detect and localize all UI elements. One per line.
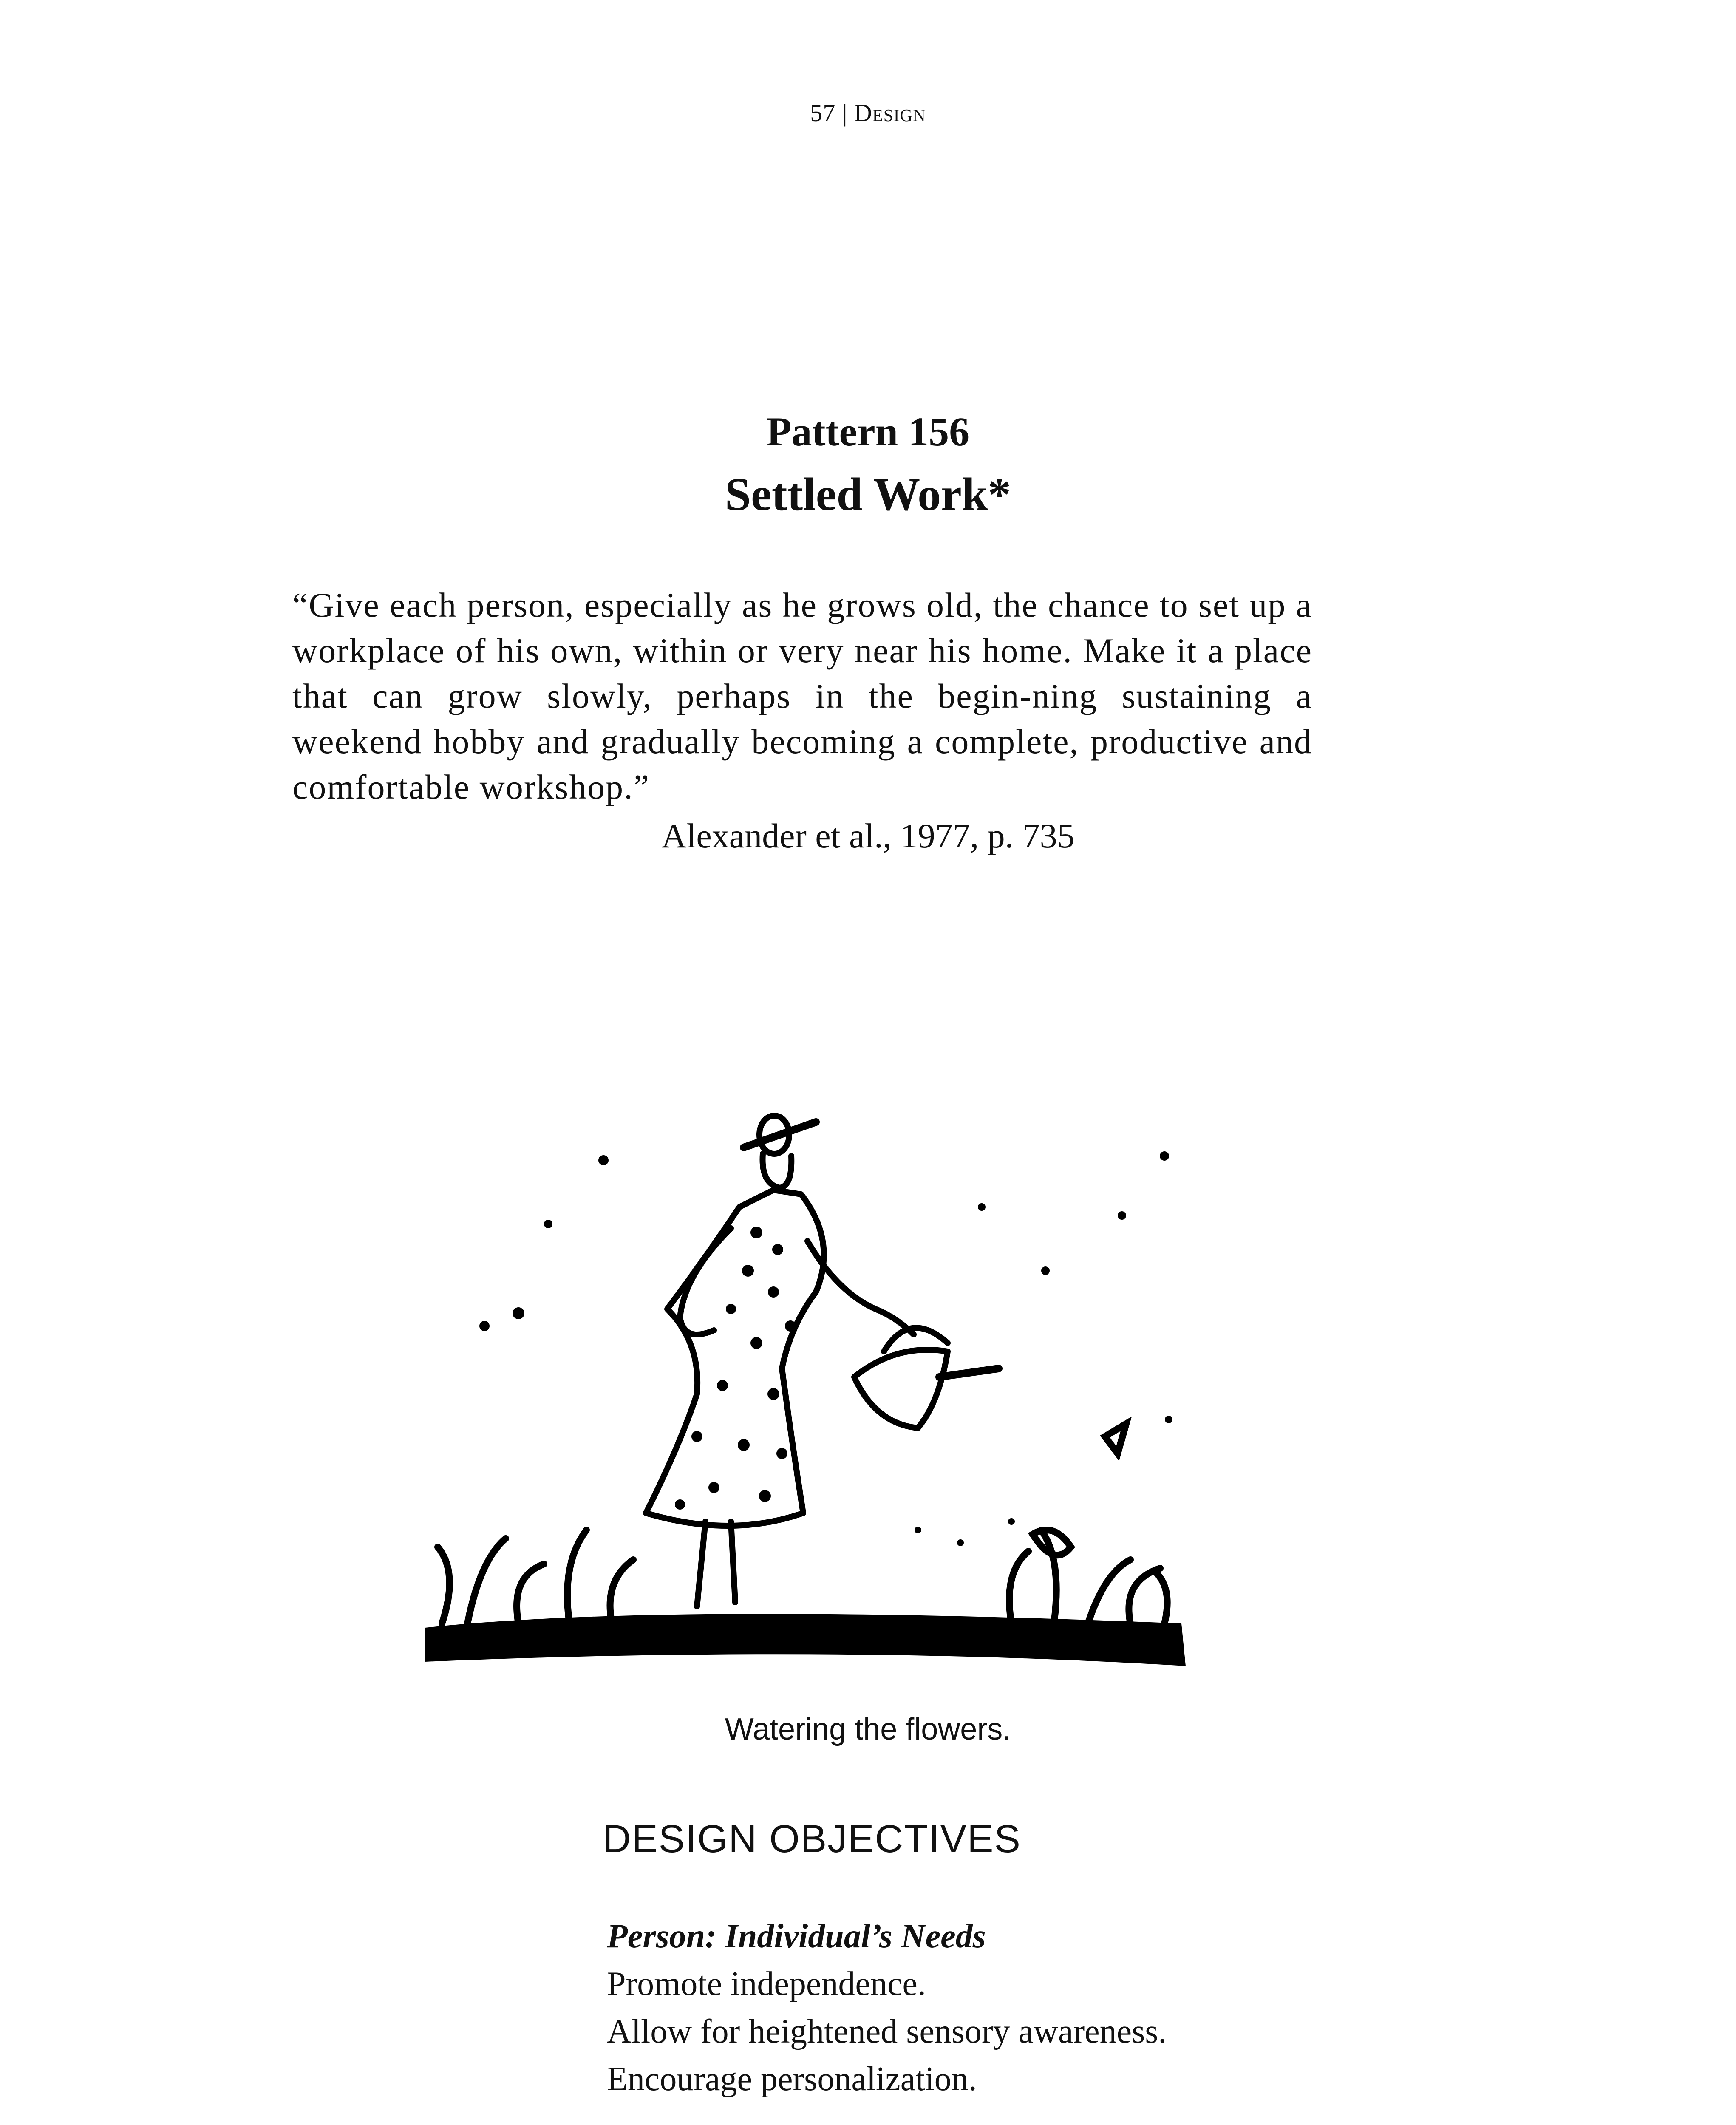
section-title: Person: Individual’s Needs: [607, 1918, 986, 1955]
objective-item: Encourage personalization.: [607, 2060, 977, 2098]
header-separator: |: [842, 99, 848, 127]
header-section: Design: [854, 99, 926, 127]
pattern-number: Pattern 156: [766, 409, 970, 454]
page-number: 57: [810, 99, 836, 127]
quote-citation: Alexander et al., 1977, p. 735: [661, 816, 1075, 855]
figure-caption: Watering the flowers.: [725, 1712, 1011, 1746]
woman-watering-flowers-illustration: [408, 1071, 1190, 1696]
epigraph-quote: “Give each person, especially as he grows old, the chance to set up a workplace of his own, within or very near his home. Make it a place that can grow slowly, perhaps in the begin-ning sustaining a weekend hobby and gradually becoming a complete, productive and comfortable workshop.”: [292, 586, 1312, 806]
objectives-section-person: [607, 1912, 1167, 2103]
objective-item: Promote independence.: [607, 1965, 926, 2003]
design-objectives-heading: DESIGN OBJECTIVES: [603, 1817, 1021, 1861]
objective-item: Allow for heightened sensory awareness.: [607, 2013, 1167, 2050]
running-header: [0, 99, 1736, 127]
pattern-title: Settled Work*: [725, 468, 1011, 520]
